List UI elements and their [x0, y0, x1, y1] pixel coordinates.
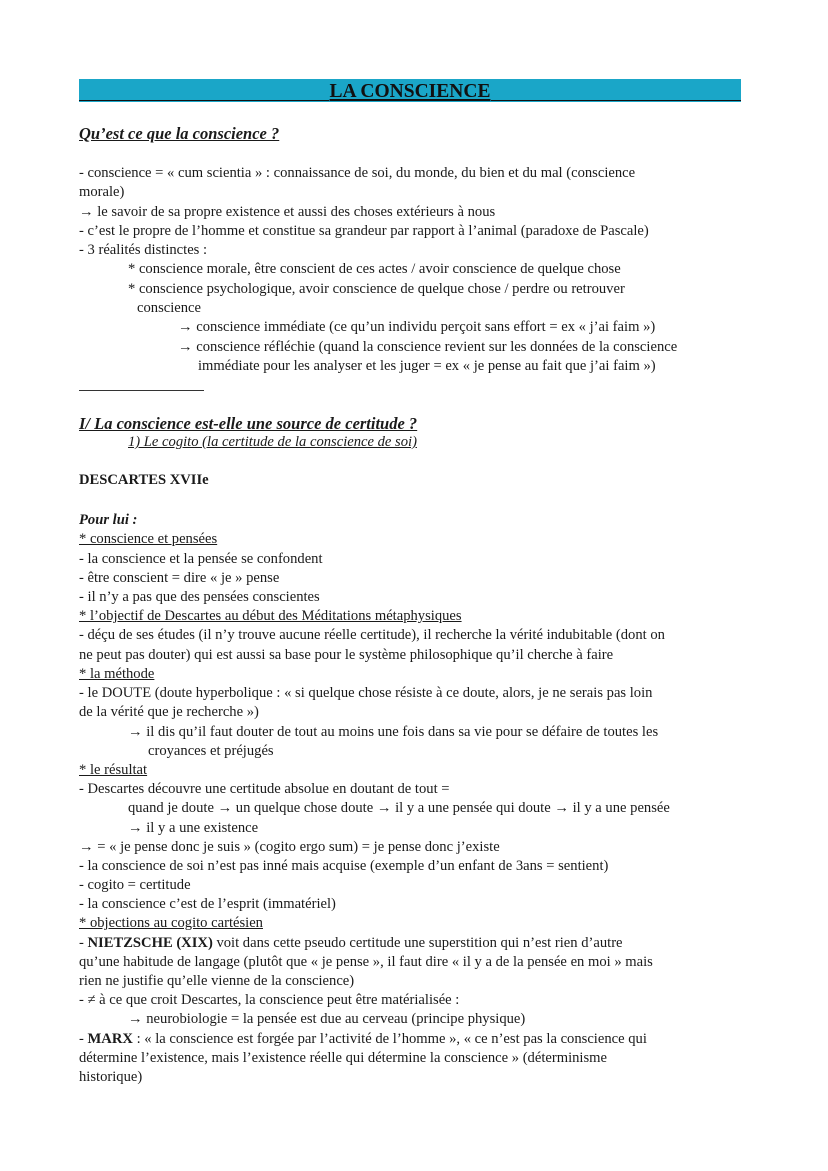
- dash: -: [79, 1031, 88, 1047]
- text-line: ne peut pas douter) qui est aussi sa base pour le système philosophique qu’il cherche à faire: [79, 647, 614, 663]
- text-line: conscience: [137, 300, 202, 316]
- topic-heading: * le résultat: [79, 762, 148, 778]
- nietzsche-text: voit dans cette pseudo certitude une superstition qui n’est rien d’autre: [212, 935, 623, 951]
- text-line: - cogito = certitude: [79, 877, 191, 893]
- text-line: - 3 réalités distinctes :: [79, 242, 208, 258]
- text-line: immédiate pour les analyser et les juger = ex « je pense au fait que j’ai faim »): [198, 358, 656, 374]
- text-line: → = « je pense donc je suis » (cogito ergo sum) = je pense donc j’existe: [79, 839, 500, 855]
- text-line: → il dis qu’il faut douter de tout au moins une fois dans sa vie pour se défaire de toutes les: [128, 724, 659, 740]
- text-line: → conscience immédiate (ce qu’un individu perçoit sans effort = ex « j’ai faim »): [178, 319, 656, 335]
- text-line: - la conscience et la pensée se confondent: [79, 551, 323, 567]
- separator-line: [79, 390, 204, 391]
- topic-heading: * objections au cogito cartésien: [79, 915, 263, 931]
- marx-text: : « la conscience est forgée par l’activité de l’homme », « ce n’est pas la conscience qui: [132, 1031, 647, 1047]
- dash: -: [79, 935, 88, 951]
- text-line: morale): [79, 184, 125, 200]
- text-line: → neurobiologie = la pensée est due au cerveau (principe physique): [128, 1011, 526, 1027]
- text-line: détermine l’existence, mais l’existence réelle qui détermine la conscience » (déterminisme: [79, 1050, 607, 1066]
- text-line: - la conscience de soi n’est pas inné mais acquise (exemple d’un enfant de 3ans = sentient): [79, 858, 609, 874]
- text-line: - conscience = « cum scientia » : connaissance de soi, du monde, du bien et du mal (conscience: [79, 165, 636, 181]
- text-line-nietzsche: [79, 934, 623, 954]
- title-banner: [79, 79, 741, 102]
- section-heading-definition: Qu’est ce que la conscience ?: [79, 124, 280, 143]
- nietzsche-name: NIETZSCHE (XIX): [87, 935, 213, 951]
- author-heading: DESCARTES XVIIe: [79, 472, 209, 488]
- section-heading-certitude: I/ La conscience est-elle une source de certitude ?: [79, 414, 418, 433]
- text-line: - être conscient = dire « je » pense: [79, 570, 280, 586]
- text-line: croyances et préjugés: [148, 743, 274, 759]
- text-line: - c’est le propre de l’homme et constitue sa grandeur par rapport à l’animal (paradoxe de Pascale): [79, 223, 649, 239]
- text-line: → conscience réfléchie (quand la conscience revient sur les données de la conscience: [178, 339, 678, 355]
- topic-heading: * l’objectif de Descartes au début des Méditations métaphysiques: [79, 608, 462, 624]
- subsection-heading-cogito: 1) Le cogito (la certitude de la conscience de soi): [128, 434, 417, 450]
- pour-lui-label: Pour lui :: [79, 512, 138, 528]
- page-title: LA CONSCIENCE: [329, 81, 491, 102]
- text-line: - déçu de ses études (il n’y trouve aucune réelle certitude), il recherche la vérité indubitable (dont on: [79, 627, 665, 643]
- text-line: rien ne justifie qu’elle vienne de la conscience): [79, 973, 355, 989]
- text-line: de la vérité que je recherche »): [79, 704, 259, 720]
- topic-heading: * conscience et pensées: [79, 531, 218, 547]
- text-line: → le savoir de sa propre existence et aussi des choses extérieurs à nous: [79, 204, 496, 220]
- text-line: qu’une habitude de langage (plutôt que « je pense », il faut dire « il y a de la pensée en moi » mais: [79, 954, 653, 970]
- text-line: - le DOUTE (doute hyperbolique : « si quelque chose résiste à ce doute, alors, je ne serais pas loin: [79, 685, 653, 701]
- topic-heading: * la méthode: [79, 666, 155, 682]
- text-line: historique): [79, 1069, 143, 1085]
- text-line: → il y a une existence: [128, 820, 259, 836]
- text-line: - Descartes découvre une certitude absolue en doutant de tout =: [79, 781, 450, 797]
- text-line: - ≠ à ce que croit Descartes, la conscience peut être matérialisée :: [79, 992, 460, 1008]
- marx-name: MARX: [87, 1031, 133, 1047]
- text-line: * conscience morale, être conscient de ces actes / avoir conscience de quelque chose: [128, 261, 621, 277]
- text-line-marx: [79, 1030, 647, 1050]
- text-line: * conscience psychologique, avoir conscience de quelque chose / perdre ou retrouver: [128, 281, 625, 297]
- text-line: - la conscience c’est de l’esprit (immatériel): [79, 896, 336, 912]
- text-line: quand je doute → un quelque chose doute → il y a une pensée qui doute → il y a une pensée: [128, 800, 670, 816]
- text-line: - il n’y a pas que des pensées conscientes: [79, 589, 320, 605]
